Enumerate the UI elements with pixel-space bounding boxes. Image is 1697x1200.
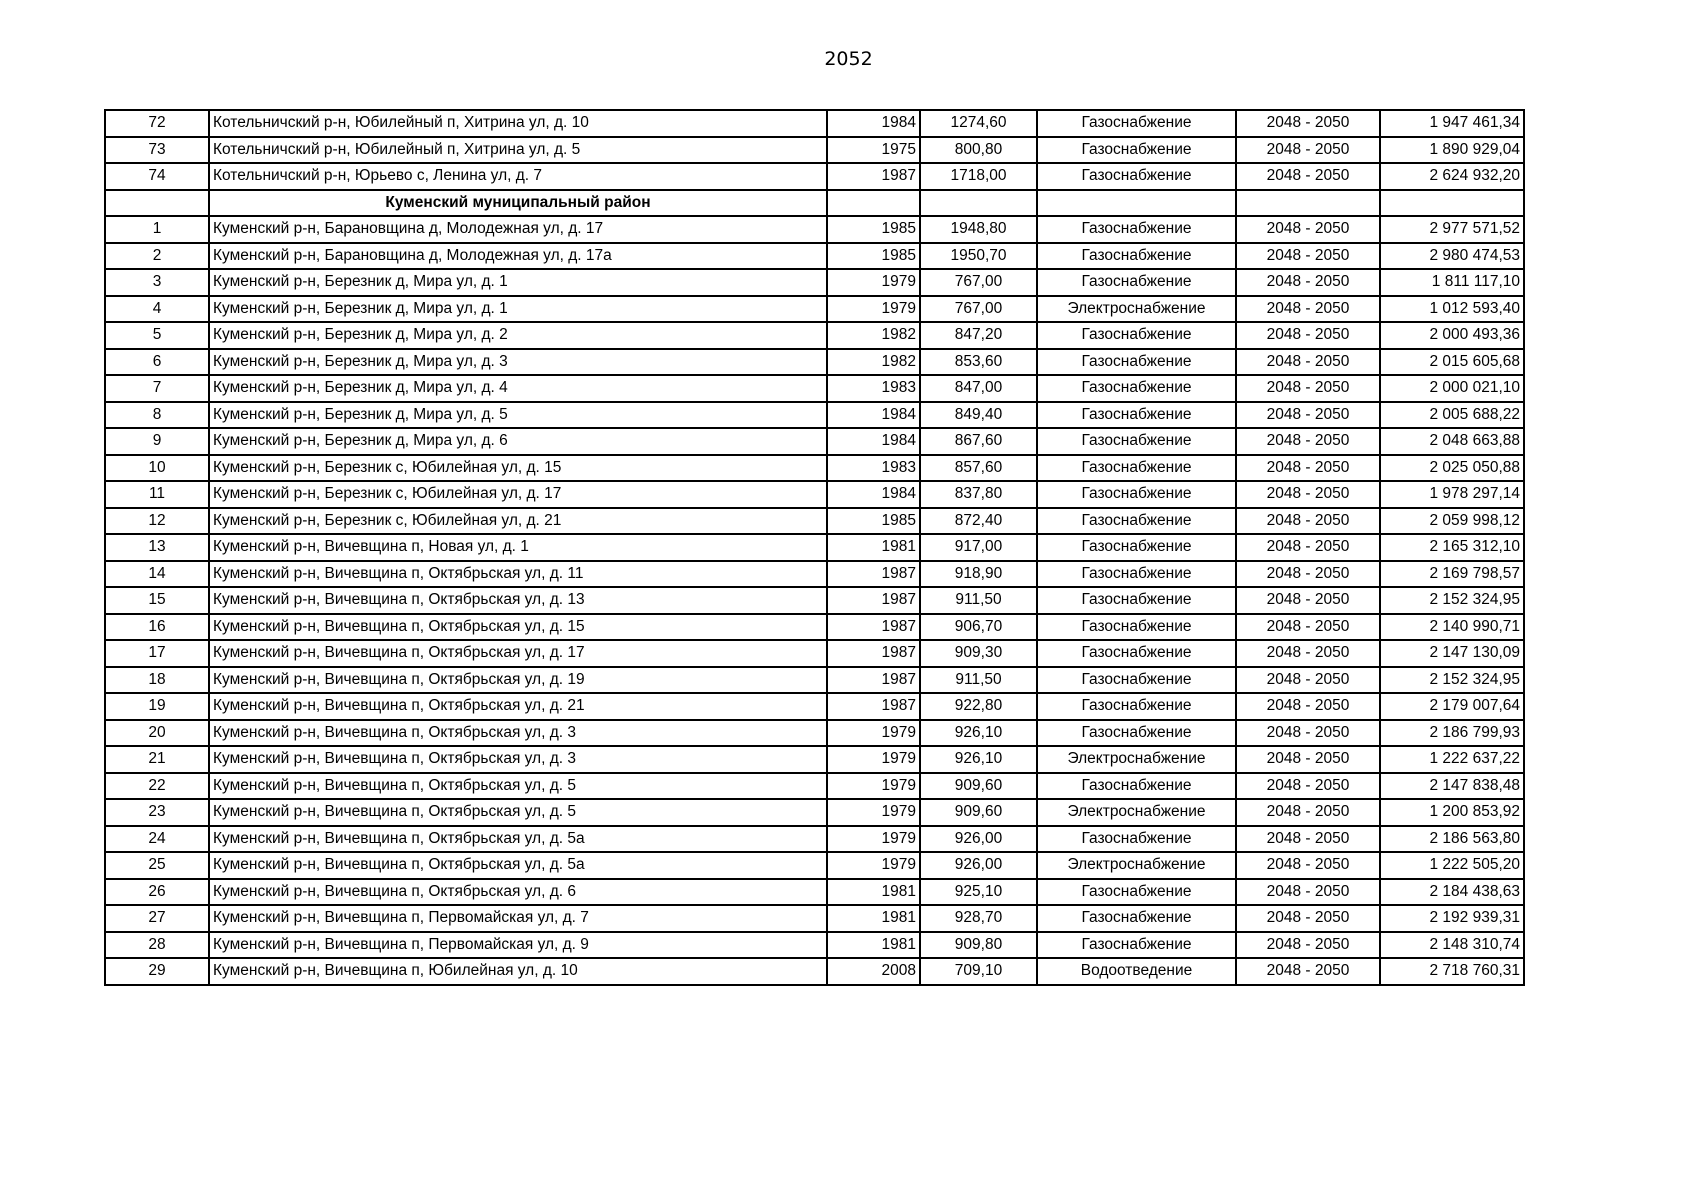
row-number: 16	[105, 614, 209, 641]
period-cell: 2048 - 2050	[1236, 216, 1380, 243]
address-cell: Куменский р-н, Вичевщина п, Октябрьская ул, д. 19	[209, 667, 827, 694]
area-cell: 1718,00	[920, 163, 1037, 190]
year-cell: 1979	[827, 773, 920, 800]
row-number: 24	[105, 826, 209, 853]
table-row	[105, 110, 1524, 137]
area-cell: 906,70	[920, 614, 1037, 641]
period-cell: 2048 - 2050	[1236, 879, 1380, 906]
period-cell: 2048 - 2050	[1236, 932, 1380, 959]
row-number: 6	[105, 349, 209, 376]
work-type-cell: Электроснабжение	[1037, 746, 1236, 773]
row-number: 7	[105, 375, 209, 402]
address-cell: Куменский р-н, Березник д, Мира ул, д. 1	[209, 296, 827, 323]
area-cell: 926,10	[920, 720, 1037, 747]
row-number: 74	[105, 163, 209, 190]
year-cell: 1987	[827, 667, 920, 694]
address-cell: Куменский р-н, Вичевщина п, Октябрьская ул, д. 21	[209, 693, 827, 720]
table-row	[105, 269, 1524, 296]
area-cell: 917,00	[920, 534, 1037, 561]
period-cell: 2048 - 2050	[1236, 693, 1380, 720]
cost-cell: 1 978 297,14	[1380, 481, 1524, 508]
cost-cell: 2 977 571,52	[1380, 216, 1524, 243]
cost-cell: 2 000 021,10	[1380, 375, 1524, 402]
table-row	[105, 852, 1524, 879]
cost-cell: 2 980 474,53	[1380, 243, 1524, 270]
cost-cell: 1 947 461,34	[1380, 110, 1524, 137]
cost-cell: 2 152 324,95	[1380, 587, 1524, 614]
period-cell: 2048 - 2050	[1236, 375, 1380, 402]
work-type-cell: Газоснабжение	[1037, 402, 1236, 429]
row-number: 21	[105, 746, 209, 773]
period-cell: 2048 - 2050	[1236, 640, 1380, 667]
row-number: 19	[105, 693, 209, 720]
work-type-cell: Газоснабжение	[1037, 322, 1236, 349]
work-type-cell: Газоснабжение	[1037, 614, 1236, 641]
work-type-cell: Газоснабжение	[1037, 508, 1236, 535]
section-header-row	[105, 190, 1524, 217]
work-type-cell: Газоснабжение	[1037, 110, 1236, 137]
row-number: 3	[105, 269, 209, 296]
area-cell: 922,80	[920, 693, 1037, 720]
cost-cell: 2 000 493,36	[1380, 322, 1524, 349]
area-cell: 926,00	[920, 852, 1037, 879]
year-cell: 1979	[827, 799, 920, 826]
address-cell: Куменский р-н, Вичевщина п, Октябрьская ул, д. 15	[209, 614, 827, 641]
year-cell: 1985	[827, 243, 920, 270]
year-cell: 1981	[827, 905, 920, 932]
area-cell: 709,10	[920, 958, 1037, 985]
area-cell: 800,80	[920, 137, 1037, 164]
table-row	[105, 375, 1524, 402]
year-cell: 1987	[827, 640, 920, 667]
period-cell: 2048 - 2050	[1236, 534, 1380, 561]
cost-cell: 2 140 990,71	[1380, 614, 1524, 641]
period-cell: 2048 - 2050	[1236, 402, 1380, 429]
table-row	[105, 428, 1524, 455]
table-row	[105, 349, 1524, 376]
address-cell: Куменский р-н, Барановщина д, Молодежная ул, д. 17	[209, 216, 827, 243]
row-number: 4	[105, 296, 209, 323]
work-type-cell: Газоснабжение	[1037, 534, 1236, 561]
area-cell: 911,50	[920, 587, 1037, 614]
area-cell: 767,00	[920, 269, 1037, 296]
area-cell: 918,90	[920, 561, 1037, 588]
area-cell: 911,50	[920, 667, 1037, 694]
work-type-cell: Газоснабжение	[1037, 693, 1236, 720]
row-number: 5	[105, 322, 209, 349]
work-type-cell: Газоснабжение	[1037, 243, 1236, 270]
period-cell	[1236, 190, 1380, 217]
work-type-cell: Газоснабжение	[1037, 826, 1236, 853]
cost-cell: 2 148 310,74	[1380, 932, 1524, 959]
year-cell: 1981	[827, 534, 920, 561]
work-type-cell: Газоснабжение	[1037, 587, 1236, 614]
address-cell: Куменский р-н, Вичевщина п, Октябрьская ул, д. 3	[209, 720, 827, 747]
period-cell: 2048 - 2050	[1236, 269, 1380, 296]
table-row	[105, 455, 1524, 482]
row-number: 14	[105, 561, 209, 588]
area-cell: 853,60	[920, 349, 1037, 376]
area-cell: 857,60	[920, 455, 1037, 482]
cost-cell: 1 200 853,92	[1380, 799, 1524, 826]
work-type-cell: Электроснабжение	[1037, 799, 1236, 826]
year-cell: 1979	[827, 296, 920, 323]
year-cell: 1979	[827, 852, 920, 879]
cost-cell: 2 186 799,93	[1380, 720, 1524, 747]
work-type-cell: Газоснабжение	[1037, 932, 1236, 959]
period-cell: 2048 - 2050	[1236, 746, 1380, 773]
work-type-cell: Газоснабжение	[1037, 481, 1236, 508]
work-type-cell: Электроснабжение	[1037, 852, 1236, 879]
address-cell: Куменский р-н, Вичевщина п, Октябрьская ул, д. 17	[209, 640, 827, 667]
table-row	[105, 614, 1524, 641]
cost-cell: 2 015 605,68	[1380, 349, 1524, 376]
period-cell: 2048 - 2050	[1236, 826, 1380, 853]
row-number: 1	[105, 216, 209, 243]
address-cell: Котельничский р-н, Юбилейный п, Хитрина ул, д. 10	[209, 110, 827, 137]
cost-cell: 2 184 438,63	[1380, 879, 1524, 906]
year-cell: 1979	[827, 269, 920, 296]
row-number: 10	[105, 455, 209, 482]
area-cell: 847,20	[920, 322, 1037, 349]
table-row	[105, 163, 1524, 190]
year-cell: 1979	[827, 720, 920, 747]
address-cell: Куменский р-н, Березник с, Юбилейная ул, д. 15	[209, 455, 827, 482]
row-number: 73	[105, 137, 209, 164]
year-cell: 1983	[827, 455, 920, 482]
row-number: 29	[105, 958, 209, 985]
period-cell: 2048 - 2050	[1236, 296, 1380, 323]
cost-cell: 2 165 312,10	[1380, 534, 1524, 561]
table-row	[105, 932, 1524, 959]
area-cell	[920, 190, 1037, 217]
row-number: 13	[105, 534, 209, 561]
row-number: 23	[105, 799, 209, 826]
work-type-cell: Газоснабжение	[1037, 269, 1236, 296]
address-cell: Куменский р-н, Вичевщина п, Октябрьская ул, д. 6	[209, 879, 827, 906]
table-row	[105, 640, 1524, 667]
cost-cell: 2 152 324,95	[1380, 667, 1524, 694]
cost-cell: 2 624 932,20	[1380, 163, 1524, 190]
year-cell: 1985	[827, 216, 920, 243]
work-type-cell: Газоснабжение	[1037, 428, 1236, 455]
year-cell: 1981	[827, 932, 920, 959]
address-cell: Куменский р-н, Березник с, Юбилейная ул, д. 17	[209, 481, 827, 508]
table-row	[105, 905, 1524, 932]
area-cell: 909,80	[920, 932, 1037, 959]
period-cell: 2048 - 2050	[1236, 110, 1380, 137]
table-row	[105, 481, 1524, 508]
address-cell: Куменский р-н, Вичевщина п, Октябрьская ул, д. 5	[209, 799, 827, 826]
table-row	[105, 243, 1524, 270]
area-cell: 926,10	[920, 746, 1037, 773]
area-cell: 1274,60	[920, 110, 1037, 137]
year-cell: 1982	[827, 322, 920, 349]
year-cell: 1983	[827, 375, 920, 402]
cost-cell: 2 059 998,12	[1380, 508, 1524, 535]
address-cell: Куменский р-н, Березник д, Мира ул, д. 2	[209, 322, 827, 349]
area-cell: 926,00	[920, 826, 1037, 853]
year-cell: 1982	[827, 349, 920, 376]
cost-cell: 2 005 688,22	[1380, 402, 1524, 429]
row-number: 20	[105, 720, 209, 747]
year-cell: 1987	[827, 587, 920, 614]
address-cell: Куменский р-н, Березник д, Мира ул, д. 6	[209, 428, 827, 455]
address-cell: Куменский р-н, Березник д, Мира ул, д. 5	[209, 402, 827, 429]
cost-cell: 1 890 929,04	[1380, 137, 1524, 164]
work-type-cell: Газоснабжение	[1037, 455, 1236, 482]
area-cell: 1948,80	[920, 216, 1037, 243]
work-type-cell: Газоснабжение	[1037, 561, 1236, 588]
work-type-cell: Газоснабжение	[1037, 667, 1236, 694]
work-type-cell: Газоснабжение	[1037, 349, 1236, 376]
period-cell: 2048 - 2050	[1236, 614, 1380, 641]
table-row	[105, 561, 1524, 588]
cost-cell: 2 169 798,57	[1380, 561, 1524, 588]
row-number: 17	[105, 640, 209, 667]
table-row	[105, 534, 1524, 561]
cost-cell: 2 718 760,31	[1380, 958, 1524, 985]
address-cell: Котельничский р-н, Юрьево с, Ленина ул, д. 7	[209, 163, 827, 190]
year-cell	[827, 190, 920, 217]
table-row	[105, 826, 1524, 853]
cost-cell	[1380, 190, 1524, 217]
work-type-cell: Электроснабжение	[1037, 296, 1236, 323]
address-cell: Куменский р-н, Барановщина д, Молодежная ул, д. 17а	[209, 243, 827, 270]
address-cell: Куменский р-н, Вичевщина п, Октябрьская ул, д. 5а	[209, 826, 827, 853]
period-cell: 2048 - 2050	[1236, 455, 1380, 482]
registry-table	[104, 109, 1525, 986]
table-row	[105, 799, 1524, 826]
address-cell: Котельничский р-н, Юбилейный п, Хитрина ул, д. 5	[209, 137, 827, 164]
cost-cell: 1 222 637,22	[1380, 746, 1524, 773]
period-cell: 2048 - 2050	[1236, 428, 1380, 455]
work-type-cell: Газоснабжение	[1037, 216, 1236, 243]
period-cell: 2048 - 2050	[1236, 799, 1380, 826]
table-row	[105, 508, 1524, 535]
work-type-cell: Газоснабжение	[1037, 773, 1236, 800]
row-number: 27	[105, 905, 209, 932]
table-row	[105, 773, 1524, 800]
row-number: 12	[105, 508, 209, 535]
address-cell: Куменский р-н, Вичевщина п, Октябрьская ул, д. 3	[209, 746, 827, 773]
row-number: 28	[105, 932, 209, 959]
row-number: 9	[105, 428, 209, 455]
year-cell: 1987	[827, 561, 920, 588]
table-row	[105, 296, 1524, 323]
table-body	[105, 110, 1524, 985]
address-cell: Куменский р-н, Березник д, Мира ул, д. 1	[209, 269, 827, 296]
area-cell: 909,30	[920, 640, 1037, 667]
year-cell: 1984	[827, 402, 920, 429]
table-row	[105, 667, 1524, 694]
area-cell: 1950,70	[920, 243, 1037, 270]
row-number: 2	[105, 243, 209, 270]
address-cell: Куменский р-н, Вичевщина п, Первомайская ул, д. 9	[209, 932, 827, 959]
cost-cell: 1 811 117,10	[1380, 269, 1524, 296]
year-cell: 1979	[827, 746, 920, 773]
table-row	[105, 958, 1524, 985]
area-cell: 909,60	[920, 773, 1037, 800]
row-number: 15	[105, 587, 209, 614]
cost-cell: 2 179 007,64	[1380, 693, 1524, 720]
year-cell: 1975	[827, 137, 920, 164]
page-number: 2052	[824, 48, 873, 70]
address-cell: Куменский р-н, Вичевщина п, Октябрьская ул, д. 5	[209, 773, 827, 800]
table-row	[105, 216, 1524, 243]
period-cell: 2048 - 2050	[1236, 243, 1380, 270]
cost-cell: 2 186 563,80	[1380, 826, 1524, 853]
work-type-cell: Газоснабжение	[1037, 163, 1236, 190]
cost-cell: 2 025 050,88	[1380, 455, 1524, 482]
area-cell: 767,00	[920, 296, 1037, 323]
area-cell: 849,40	[920, 402, 1037, 429]
period-cell: 2048 - 2050	[1236, 905, 1380, 932]
area-cell: 837,80	[920, 481, 1037, 508]
row-number: 26	[105, 879, 209, 906]
period-cell: 2048 - 2050	[1236, 720, 1380, 747]
row-number: 25	[105, 852, 209, 879]
year-cell: 1981	[827, 879, 920, 906]
address-cell: Куменский р-н, Березник д, Мира ул, д. 3	[209, 349, 827, 376]
year-cell: 1985	[827, 508, 920, 535]
year-cell: 1984	[827, 428, 920, 455]
table-row	[105, 720, 1524, 747]
work-type-cell: Газоснабжение	[1037, 137, 1236, 164]
table-row	[105, 879, 1524, 906]
year-cell: 1984	[827, 110, 920, 137]
work-type-cell: Газоснабжение	[1037, 879, 1236, 906]
period-cell: 2048 - 2050	[1236, 667, 1380, 694]
cost-cell: 2 147 838,48	[1380, 773, 1524, 800]
table-row	[105, 746, 1524, 773]
year-cell: 2008	[827, 958, 920, 985]
period-cell: 2048 - 2050	[1236, 481, 1380, 508]
work-type-cell: Газоснабжение	[1037, 905, 1236, 932]
work-type-cell: Газоснабжение	[1037, 375, 1236, 402]
cost-cell: 1 012 593,40	[1380, 296, 1524, 323]
area-cell: 872,40	[920, 508, 1037, 535]
address-cell: Куменский р-н, Вичевщина п, Октябрьская ул, д. 11	[209, 561, 827, 588]
address-cell: Куменский р-н, Вичевщина п, Октябрьская ул, д. 13	[209, 587, 827, 614]
area-cell: 909,60	[920, 799, 1037, 826]
period-cell: 2048 - 2050	[1236, 773, 1380, 800]
row-number: 11	[105, 481, 209, 508]
table-row	[105, 587, 1524, 614]
year-cell: 1984	[827, 481, 920, 508]
row-number: 8	[105, 402, 209, 429]
section-title: Куменский муниципальный район	[209, 190, 827, 217]
period-cell: 2048 - 2050	[1236, 137, 1380, 164]
period-cell: 2048 - 2050	[1236, 508, 1380, 535]
table-row	[105, 137, 1524, 164]
cost-cell: 2 048 663,88	[1380, 428, 1524, 455]
work-type-cell: Газоснабжение	[1037, 640, 1236, 667]
period-cell: 2048 - 2050	[1236, 163, 1380, 190]
work-type-cell: Водоотведение	[1037, 958, 1236, 985]
work-type-cell	[1037, 190, 1236, 217]
period-cell: 2048 - 2050	[1236, 958, 1380, 985]
row-number: 72	[105, 110, 209, 137]
year-cell: 1979	[827, 826, 920, 853]
address-cell: Куменский р-н, Вичевщина п, Новая ул, д. 1	[209, 534, 827, 561]
period-cell: 2048 - 2050	[1236, 587, 1380, 614]
period-cell: 2048 - 2050	[1236, 349, 1380, 376]
table-row	[105, 322, 1524, 349]
address-cell: Куменский р-н, Березник д, Мира ул, д. 4	[209, 375, 827, 402]
area-cell: 847,00	[920, 375, 1037, 402]
row-number	[105, 190, 209, 217]
cost-cell: 2 147 130,09	[1380, 640, 1524, 667]
cost-cell: 2 192 939,31	[1380, 905, 1524, 932]
table-row	[105, 693, 1524, 720]
table-row	[105, 402, 1524, 429]
cost-cell: 1 222 505,20	[1380, 852, 1524, 879]
address-cell: Куменский р-н, Вичевщина п, Юбилейная ул, д. 10	[209, 958, 827, 985]
period-cell: 2048 - 2050	[1236, 322, 1380, 349]
year-cell: 1987	[827, 693, 920, 720]
address-cell: Куменский р-н, Вичевщина п, Октябрьская ул, д. 5а	[209, 852, 827, 879]
period-cell: 2048 - 2050	[1236, 852, 1380, 879]
row-number: 18	[105, 667, 209, 694]
period-cell: 2048 - 2050	[1236, 561, 1380, 588]
work-type-cell: Газоснабжение	[1037, 720, 1236, 747]
address-cell: Куменский р-н, Вичевщина п, Первомайская ул, д. 7	[209, 905, 827, 932]
year-cell: 1987	[827, 163, 920, 190]
row-number: 22	[105, 773, 209, 800]
area-cell: 867,60	[920, 428, 1037, 455]
area-cell: 925,10	[920, 879, 1037, 906]
year-cell: 1987	[827, 614, 920, 641]
address-cell: Куменский р-н, Березник с, Юбилейная ул, д. 21	[209, 508, 827, 535]
area-cell: 928,70	[920, 905, 1037, 932]
